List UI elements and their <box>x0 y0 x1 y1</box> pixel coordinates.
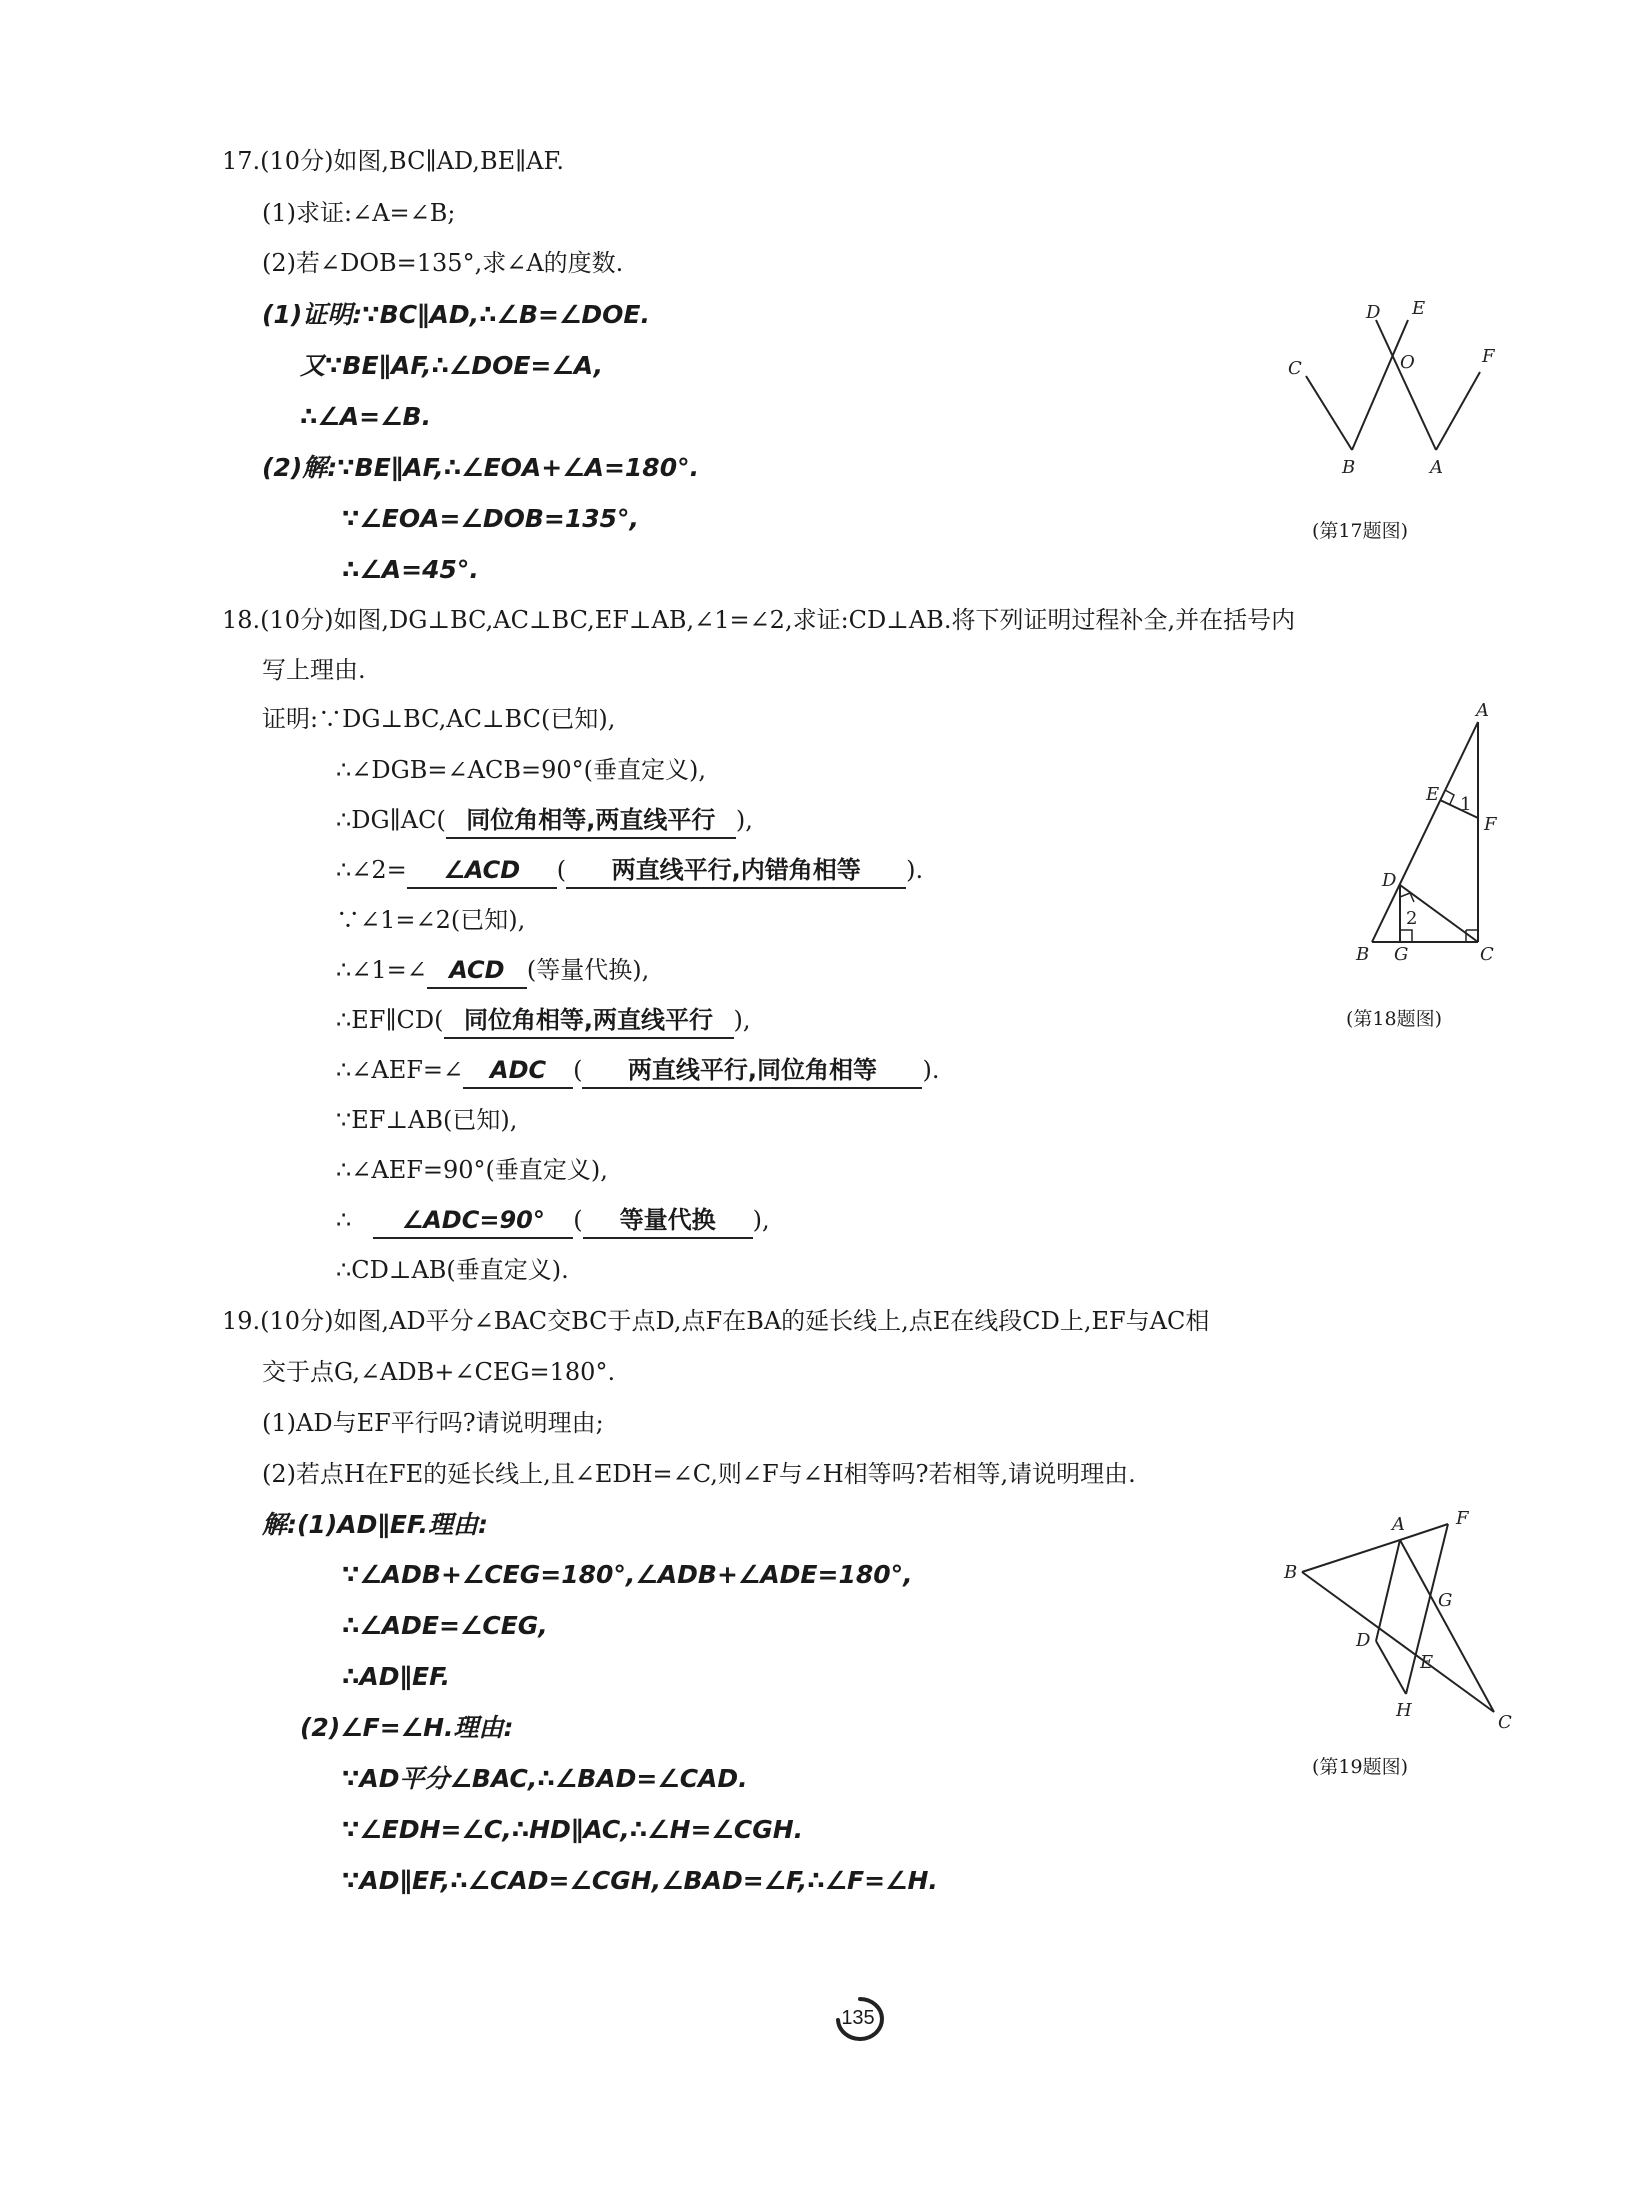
q19-answer-5: (2)∠F=∠H.理由: <box>300 1713 514 1742</box>
q17-label-o: O <box>1400 352 1415 373</box>
q18-blank-8a: ADC <box>463 1053 573 1089</box>
q19-answer-1: 解:(1)AD∥EF.理由: <box>262 1510 488 1539</box>
q18-stem-line2: 写上理由. <box>262 656 366 684</box>
q17-label-d: D <box>1366 302 1381 323</box>
q19-part2: (2)若点H在FE的延长线上,且∠EDH=∠C,则∠F与∠H相等吗?若相等,请说明理由. <box>262 1460 1136 1488</box>
q18-label-g: G <box>1394 944 1409 965</box>
q18-blank-11a: ∠ADC=90° <box>373 1203 573 1239</box>
q17-answer-2: 又∵BE∥AF,∴∠DOE=∠A, <box>300 351 604 380</box>
q19-label-h: H <box>1396 1700 1412 1721</box>
q19-caption: (第19题图) <box>1312 1756 1409 1778</box>
q18-step-11-post: ), <box>752 1206 770 1234</box>
q19-label-f: F <box>1456 1510 1469 1529</box>
q19-answer-2: ∵∠ADB+∠CEG=180°,∠ADB+∠ADE=180°, <box>342 1560 913 1589</box>
q18-step-9: ∵EF⊥AB(已知), <box>336 1106 518 1134</box>
q17-answer-6: ∴∠A=45°. <box>342 555 479 584</box>
q18-label-b: B <box>1356 944 1370 965</box>
q18-step-3 <box>336 803 753 839</box>
q18-step-8 <box>336 1053 939 1089</box>
page-number <box>830 1995 890 2045</box>
q19-part1: (1)AD与EF平行吗?请说明理由; <box>262 1409 604 1437</box>
q18-step-2: ∴∠DGB=∠ACB=90°(垂直定义), <box>336 756 706 784</box>
q18-step-7-pre: ∴EF∥CD( <box>336 1006 444 1034</box>
q19-label-a: A <box>1392 1514 1405 1535</box>
q18-step-4-post: ). <box>906 856 924 884</box>
q18-step-8-mid: ( <box>573 1056 583 1084</box>
q18-step-8-pre: ∴∠AEF=∠ <box>336 1056 464 1084</box>
q18-figure <box>1320 690 1520 980</box>
q18-step-8-post: ). <box>922 1056 940 1084</box>
q17-label-a: A <box>1430 457 1443 478</box>
q19-stem-line1: 19.(10分)如图,AD平分∠BAC交BC于点D,点F在BA的延长线上,点E在线段CD上,EF与AC相 <box>222 1307 1210 1335</box>
q18-caption: (第18题图) <box>1346 1008 1443 1030</box>
q18-label-angle2: 2 <box>1406 908 1418 929</box>
q18-step-6-pre: ∴∠1=∠ <box>336 956 427 984</box>
q18-blank-6: ACD <box>427 953 527 989</box>
q17-label-c: C <box>1288 358 1302 379</box>
q17-answer-3: ∴∠A=∠B. <box>300 402 432 431</box>
q18-blank-4a: ∠ACD <box>407 853 557 889</box>
q18-label-f: F <box>1484 814 1497 835</box>
q19-label-b: B <box>1284 1562 1298 1583</box>
q17-stem: 17.(10分)如图,BC∥AD,BE∥AF. <box>222 147 565 175</box>
q18-label-c: C <box>1480 944 1494 965</box>
q18-blank-8b: 两直线平行,同位角相等 <box>582 1053 922 1089</box>
q19-answer-7: ∵∠EDH=∠C,∴HD∥AC,∴∠H=∠CGH. <box>342 1815 804 1844</box>
q18-label-e: E <box>1426 784 1440 805</box>
q19-answer-6: ∵AD平分∠BAC,∴∠BAD=∠CAD. <box>342 1764 748 1793</box>
q17-label-b: B <box>1342 457 1356 478</box>
q17-answer-4: (2)解:∵BE∥AF,∴∠EOA+∠A=180°. <box>262 453 700 482</box>
q18-step-6 <box>336 953 649 989</box>
q17-label-e: E <box>1412 298 1426 319</box>
q17-figure <box>1270 290 1530 490</box>
q18-blank-11b: 等量代换 <box>583 1203 753 1239</box>
q17-answer-5: ∵∠EOA=∠DOB=135°, <box>342 504 640 533</box>
q18-step-4 <box>336 853 923 889</box>
q19-answer-8: ∵AD∥EF,∴∠CAD=∠CGH,∠BAD=∠F,∴∠F=∠H. <box>342 1866 938 1895</box>
q18-step-11-pre: ∴ <box>336 1206 352 1234</box>
q18-step-6-post: (等量代换), <box>526 956 650 984</box>
q19-figure <box>1280 1510 1520 1730</box>
q18-label-d: D <box>1382 870 1397 891</box>
q17-part1: (1)求证:∠A=∠B; <box>262 199 456 227</box>
q18-step-7-post: ), <box>733 1006 751 1034</box>
q18-step-10: ∴∠AEF=90°(垂直定义), <box>336 1156 608 1184</box>
q18-step-3-post: ), <box>735 806 753 834</box>
q17-part2: (2)若∠DOB=135°,求∠A的度数. <box>262 249 624 277</box>
q18-label-angle1: 1 <box>1460 794 1472 815</box>
q17-answer-1: (1)证明:∵BC∥AD,∴∠B=∠DOE. <box>262 300 650 329</box>
q18-step-3-pre: ∴DG∥AC( <box>336 806 446 834</box>
q18-step-7 <box>336 1003 751 1039</box>
q17-caption: (第17题图) <box>1312 520 1409 542</box>
q19-answer-3: ∴∠ADE=∠CEG, <box>342 1611 548 1640</box>
q19-label-g: G <box>1438 1590 1453 1611</box>
q18-step-11-mid: ( <box>573 1206 583 1234</box>
q18-step-1: 证明:∵DG⊥BC,AC⊥BC(已知), <box>262 705 616 733</box>
q19-stem-line2: 交于点G,∠ADB+∠CEG=180°. <box>262 1358 616 1386</box>
q18-step-11 <box>336 1203 770 1239</box>
q18-blank-3: 同位角相等,两直线平行 <box>446 803 736 839</box>
q19-label-c: C <box>1498 1712 1512 1730</box>
q18-step-12: ∴CD⊥AB(垂直定义). <box>336 1256 569 1284</box>
q19-answer-4: ∴AD∥EF. <box>342 1662 451 1691</box>
q17-label-f: F <box>1482 346 1495 367</box>
q19-label-d: D <box>1356 1630 1371 1651</box>
q18-stem-line1: 18.(10分)如图,DG⊥BC,AC⊥BC,EF⊥AB,∠1=∠2,求证:CD⊥AB.将下列证明过程补全,并在括号内 <box>222 606 1296 634</box>
page-number-text: 135 <box>841 2007 875 2029</box>
q18-step-5: ∵∠1=∠2(已知), <box>336 906 526 934</box>
q18-blank-7: 同位角相等,两直线平行 <box>444 1003 734 1039</box>
q18-label-a: A <box>1476 700 1489 721</box>
q18-step-4-pre: ∴∠2= <box>336 856 407 884</box>
q18-blank-4b: 两直线平行,内错角相等 <box>566 853 906 889</box>
q18-step-4-mid: ( <box>556 856 567 884</box>
q19-label-e: E <box>1420 1652 1434 1673</box>
